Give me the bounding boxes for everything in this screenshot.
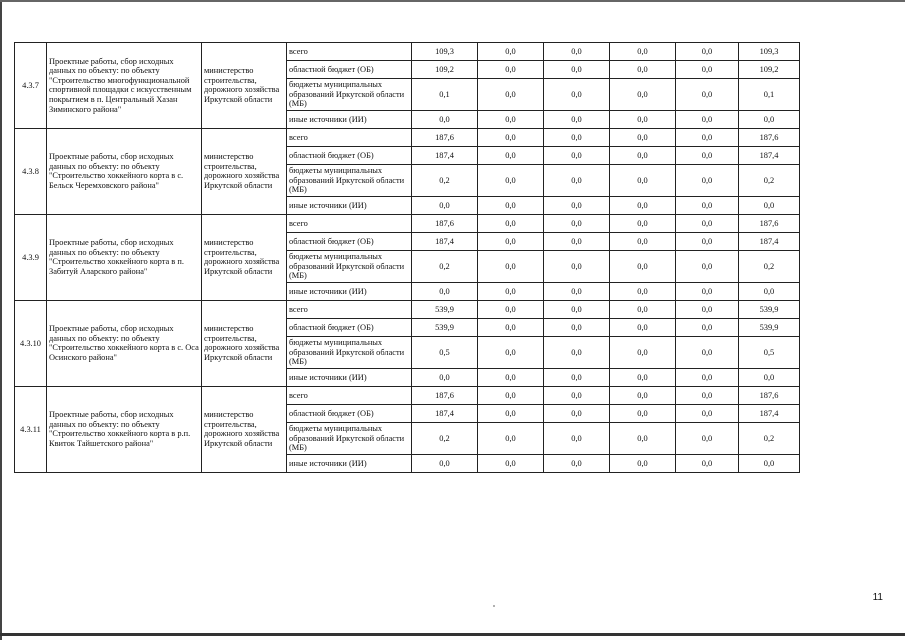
funding-source-other: иные источники (ИИ): [287, 454, 412, 472]
amount-cell: 0,0: [412, 196, 478, 214]
responsible-org: министерство строительства, дорожного хозяйства Иркутской области: [202, 386, 287, 472]
funding-source-total: всего: [287, 300, 412, 318]
amount-cell: 0,2: [412, 164, 478, 196]
amount-cell: 187,6: [739, 386, 800, 404]
amount-cell: 0,0: [478, 336, 544, 368]
amount-cell: 0,0: [544, 386, 610, 404]
amount-cell: 0,0: [610, 196, 676, 214]
amount-cell: 539,9: [739, 300, 800, 318]
amount-cell: 539,9: [412, 300, 478, 318]
amount-cell: 0,0: [478, 214, 544, 232]
funding-source-municipal: бюджеты муниципальных образований Иркутской области (МБ): [287, 164, 412, 196]
amount-cell: 0,5: [412, 336, 478, 368]
amount-cell: 0,0: [739, 196, 800, 214]
object-description: Проектные работы, сбор исходных данных по объекту: по объекту "Строительство хоккейного корта в с. Бельск Черемховского района": [47, 128, 202, 214]
object-description: Проектные работы, сбор исходных данных по объекту: по объекту "Строительство хоккейного корта в п. Забитуй Аларского района": [47, 214, 202, 300]
item-code: 4.3.8: [15, 128, 47, 214]
amount-cell: 0,0: [478, 79, 544, 111]
amount-cell: 0,0: [478, 43, 544, 61]
object-description: Проектные работы, сбор исходных данных по объекту: по объекту "Строительство многофункциональной спортивной площадки с искусственным покрытием в п. Центральный Хазан Зиминского района": [47, 43, 202, 129]
amount-cell: 0,2: [739, 164, 800, 196]
funding-source-other: иные источники (ИИ): [287, 368, 412, 386]
amount-cell: 109,2: [739, 61, 800, 79]
amount-cell: 187,6: [412, 128, 478, 146]
amount-cell: 0,0: [544, 300, 610, 318]
amount-cell: 187,4: [739, 232, 800, 250]
responsible-org: министерство строительства, дорожного хозяйства Иркутской области: [202, 214, 287, 300]
amount-cell: 0,0: [676, 232, 739, 250]
amount-cell: 0,0: [544, 79, 610, 111]
amount-cell: 0,0: [610, 300, 676, 318]
amount-cell: 0,0: [676, 300, 739, 318]
amount-cell: 0,0: [610, 336, 676, 368]
amount-cell: 0,0: [610, 232, 676, 250]
funding-source-other: иные источники (ИИ): [287, 196, 412, 214]
amount-cell: 187,4: [739, 404, 800, 422]
amount-cell: 0,0: [610, 282, 676, 300]
amount-cell: 187,6: [739, 128, 800, 146]
amount-cell: 0,0: [478, 300, 544, 318]
amount-cell: 0,0: [478, 164, 544, 196]
object-description: Проектные работы, сбор исходных данных по объекту: по объекту "Строительство хоккейного корта в с. Оса Осинского района": [47, 300, 202, 386]
amount-cell: 0,0: [412, 454, 478, 472]
amount-cell: 0,0: [544, 318, 610, 336]
table-row: [15, 386, 800, 404]
amount-cell: 0,0: [544, 336, 610, 368]
amount-cell: 0,0: [676, 61, 739, 79]
amount-cell: 0,0: [610, 43, 676, 61]
table-row: [15, 214, 800, 232]
amount-cell: 0,0: [739, 110, 800, 128]
amount-cell: 187,6: [412, 386, 478, 404]
amount-cell: 0,0: [739, 454, 800, 472]
amount-cell: 0,0: [478, 250, 544, 282]
amount-cell: 0,0: [610, 61, 676, 79]
responsible-org: министерство строительства, дорожного хозяйства Иркутской области: [202, 300, 287, 386]
amount-cell: 0,0: [610, 164, 676, 196]
amount-cell: 0,0: [544, 164, 610, 196]
amount-cell: 0,0: [676, 282, 739, 300]
amount-cell: 0,0: [478, 232, 544, 250]
amount-cell: 0,0: [676, 368, 739, 386]
amount-cell: 187,6: [412, 214, 478, 232]
item-code: 4.3.11: [15, 386, 47, 472]
table-row: [15, 43, 800, 61]
amount-cell: 0,0: [412, 368, 478, 386]
amount-cell: 0,5: [739, 336, 800, 368]
amount-cell: 0,0: [610, 404, 676, 422]
amount-cell: 0,0: [676, 196, 739, 214]
amount-cell: 0,0: [544, 43, 610, 61]
amount-cell: 0,0: [610, 318, 676, 336]
amount-cell: 0,0: [676, 386, 739, 404]
amount-cell: 0,0: [544, 250, 610, 282]
amount-cell: 0,0: [478, 128, 544, 146]
funding-source-municipal: бюджеты муниципальных образований Иркутской области (МБ): [287, 422, 412, 454]
amount-cell: 0,0: [676, 422, 739, 454]
amount-cell: 539,9: [739, 318, 800, 336]
table-row: [15, 128, 800, 146]
funding-source-total: всего: [287, 386, 412, 404]
amount-cell: 0,0: [478, 196, 544, 214]
amount-cell: 0,0: [610, 128, 676, 146]
amount-cell: 0,0: [676, 110, 739, 128]
amount-cell: 0,0: [676, 454, 739, 472]
amount-cell: 0,0: [478, 404, 544, 422]
funding-source-regional: областной бюджет (ОБ): [287, 61, 412, 79]
amount-cell: 0,1: [412, 79, 478, 111]
amount-cell: 0,0: [478, 61, 544, 79]
item-code: 4.3.9: [15, 214, 47, 300]
amount-cell: 0,0: [478, 422, 544, 454]
funding-source-regional: областной бюджет (ОБ): [287, 318, 412, 336]
amount-cell: 0,0: [478, 368, 544, 386]
amount-cell: 0,2: [739, 422, 800, 454]
budget-table-body: [15, 43, 800, 473]
scan-edge: [0, 633, 905, 636]
amount-cell: 109,3: [412, 43, 478, 61]
amount-cell: 0,2: [412, 250, 478, 282]
amount-cell: 0,0: [478, 318, 544, 336]
amount-cell: 0,0: [676, 250, 739, 282]
amount-cell: 0,0: [544, 422, 610, 454]
amount-cell: 0,1: [739, 79, 800, 111]
amount-cell: 0,0: [676, 43, 739, 61]
page-number: 11: [872, 592, 883, 603]
amount-cell: 0,0: [676, 128, 739, 146]
amount-cell: 0,0: [544, 368, 610, 386]
funding-source-municipal: бюджеты муниципальных образований Иркутской области (МБ): [287, 250, 412, 282]
amount-cell: 0,0: [544, 128, 610, 146]
amount-cell: 0,0: [676, 214, 739, 232]
amount-cell: 187,4: [412, 404, 478, 422]
amount-cell: 0,0: [478, 146, 544, 164]
amount-cell: 0,0: [610, 214, 676, 232]
amount-cell: 0,0: [610, 146, 676, 164]
scan-edge: [0, 0, 905, 2]
amount-cell: 0,0: [478, 454, 544, 472]
amount-cell: 0,0: [544, 61, 610, 79]
funding-source-regional: областной бюджет (ОБ): [287, 404, 412, 422]
funding-source-total: всего: [287, 128, 412, 146]
amount-cell: 0,0: [676, 318, 739, 336]
amount-cell: 0,0: [478, 386, 544, 404]
amount-cell: 0,0: [544, 282, 610, 300]
amount-cell: 0,0: [544, 146, 610, 164]
amount-cell: 187,6: [739, 214, 800, 232]
scan-speck: [493, 605, 495, 607]
amount-cell: 0,0: [544, 232, 610, 250]
item-code: 4.3.10: [15, 300, 47, 386]
amount-cell: 187,4: [739, 146, 800, 164]
amount-cell: 0,2: [412, 422, 478, 454]
funding-source-municipal: бюджеты муниципальных образований Иркутской области (МБ): [287, 79, 412, 111]
amount-cell: 0,0: [478, 110, 544, 128]
amount-cell: 0,0: [478, 282, 544, 300]
amount-cell: 0,0: [610, 79, 676, 111]
amount-cell: 0,0: [610, 386, 676, 404]
amount-cell: 0,0: [544, 404, 610, 422]
amount-cell: 187,4: [412, 146, 478, 164]
funding-source-municipal: бюджеты муниципальных образований Иркутской области (МБ): [287, 336, 412, 368]
funding-source-total: всего: [287, 43, 412, 61]
responsible-org: министерство строительства, дорожного хозяйства Иркутской области: [202, 128, 287, 214]
amount-cell: 0,0: [676, 164, 739, 196]
responsible-org: министерство строительства, дорожного хозяйства Иркутской области: [202, 43, 287, 129]
funding-source-other: иные источники (ИИ): [287, 282, 412, 300]
amount-cell: 0,0: [544, 214, 610, 232]
amount-cell: 0,0: [739, 368, 800, 386]
amount-cell: 0,0: [676, 146, 739, 164]
funding-source-other: иные источники (ИИ): [287, 110, 412, 128]
amount-cell: 0,2: [739, 250, 800, 282]
amount-cell: 0,0: [676, 404, 739, 422]
amount-cell: 0,0: [676, 336, 739, 368]
funding-source-regional: областной бюджет (ОБ): [287, 232, 412, 250]
amount-cell: 539,9: [412, 318, 478, 336]
amount-cell: 0,0: [610, 368, 676, 386]
amount-cell: 187,4: [412, 232, 478, 250]
amount-cell: 0,0: [544, 454, 610, 472]
amount-cell: 0,0: [412, 110, 478, 128]
amount-cell: 0,0: [544, 110, 610, 128]
amount-cell: 0,0: [739, 282, 800, 300]
amount-cell: 0,0: [544, 196, 610, 214]
funding-source-total: всего: [287, 214, 412, 232]
item-code: 4.3.7: [15, 43, 47, 129]
amount-cell: 0,0: [610, 250, 676, 282]
amount-cell: 0,0: [610, 454, 676, 472]
table-row: [15, 300, 800, 318]
amount-cell: 109,2: [412, 61, 478, 79]
funding-source-regional: областной бюджет (ОБ): [287, 146, 412, 164]
amount-cell: 0,0: [610, 110, 676, 128]
object-description: Проектные работы, сбор исходных данных по объекту: по объекту "Строительство хоккейного корта в р.п. Квиток Тайшетского района": [47, 386, 202, 472]
scan-edge: [0, 0, 2, 640]
amount-cell: 0,0: [676, 79, 739, 111]
amount-cell: 109,3: [739, 43, 800, 61]
amount-cell: 0,0: [412, 282, 478, 300]
amount-cell: 0,0: [610, 422, 676, 454]
budget-table: [14, 42, 800, 473]
